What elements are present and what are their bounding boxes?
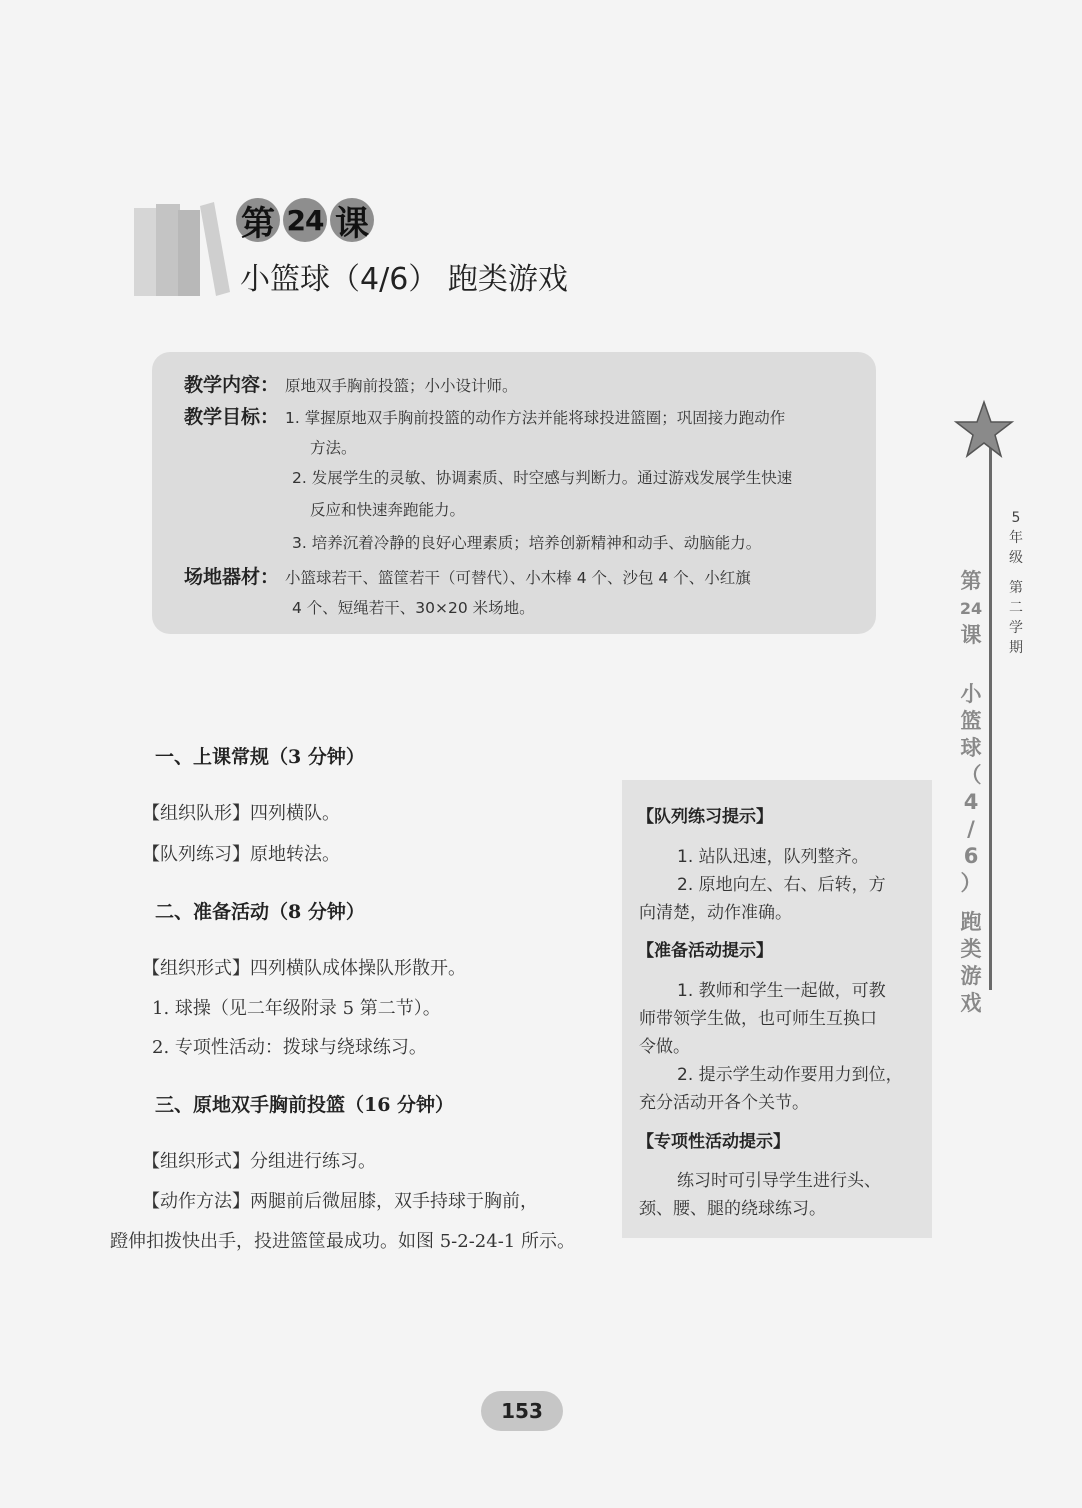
lesson-title [236, 198, 377, 242]
tip-line: 1. 教师和学生一起做，可教 [677, 981, 886, 1001]
tip-line: 师带领学生做，也可师生互换口 [639, 1009, 877, 1029]
side-grade-label: 5 年 级 第 二 学 期 [1009, 510, 1023, 656]
paragraph: 【队列练习】原地转法。 [142, 844, 340, 865]
paragraph: 【组织队形】四列横队。 [142, 803, 340, 824]
content-label: 教学内容： [184, 374, 280, 396]
side-rule [989, 440, 992, 990]
star-icon [952, 398, 1016, 462]
tip-line: 向清楚，动作准确。 [639, 903, 792, 923]
lesson-number: 24 [283, 198, 327, 242]
lesson-suffix: 课 [330, 198, 374, 242]
side-lesson-label: 第 24 课 小 篮 球 （ 4 / 6 ） 跑 类 游 戏 [959, 569, 983, 1015]
goal-line: 3. 培养沉着冷静的良好心理素质；培养创新精神和动手、动脑能力。 [292, 534, 762, 552]
page-number: 153 [481, 1391, 563, 1431]
books-icon [130, 198, 230, 298]
paragraph: 【组织形式】四列横队成体操队形散开。 [142, 958, 466, 979]
tip-line: 1. 站队迅速，队列整齐。 [677, 847, 869, 867]
goal-row [184, 402, 785, 429]
paragraph: 蹬伸扣拨快出手，投进篮筐最成功。如图 5-2-24-1 所示。 [110, 1231, 575, 1252]
equip-line: 小篮球若干、篮筐若干（可替代）、小木棒 4 个、沙包 4 个、小红旗 [285, 569, 751, 587]
goal-line: 方法。 [310, 439, 357, 457]
section-heading-3: 三、原地双手胸前投篮（16 分钟） [155, 1094, 455, 1116]
tip-heading: 【队列练习提示】 [637, 807, 773, 827]
tip-heading: 【专项性活动提示】 [637, 1132, 790, 1152]
tip-line: 2. 提示学生动作要用力到位， [677, 1065, 903, 1085]
lesson-subtitle: 小篮球（4/6） 跑类游戏 [240, 262, 568, 297]
section-heading-1: 一、上课常规（3 分钟） [155, 746, 365, 768]
tip-line: 2. 原地向左、右、后转，方 [677, 875, 886, 895]
tip-line: 颈、腰、腿的绕球练习。 [639, 1199, 826, 1219]
paragraph: 1. 球操（见二年级附录 5 第二节）。 [152, 998, 441, 1019]
lesson-prefix: 第 [236, 198, 280, 242]
content-text: 原地双手胸前投篮；小小设计师。 [285, 377, 518, 395]
equip-label: 场地器材： [184, 566, 280, 588]
goal-label: 教学目标： [184, 406, 280, 428]
tip-heading: 【准备活动提示】 [637, 941, 773, 961]
content-row [184, 370, 518, 397]
goal-line: 1. 掌握原地双手胸前投篮的动作方法并能将球投进篮圈；巩固接力跑动作 [285, 409, 786, 427]
goal-line: 反应和快速奔跑能力。 [310, 501, 466, 519]
paragraph: 2. 专项性活动：拨球与绕球练习。 [152, 1037, 427, 1058]
goal-line: 2. 发展学生的灵敏、协调素质、时空感与判断力。通过游戏发展学生快速 [292, 469, 793, 487]
equip-line: 4 个、短绳若干、30×20 米场地。 [292, 599, 535, 617]
section-heading-2: 二、准备活动（8 分钟） [155, 901, 365, 923]
tip-line: 练习时可引导学生进行头、 [677, 1171, 881, 1191]
tip-line: 充分活动开各个关节。 [639, 1093, 809, 1113]
paragraph: 【动作方法】两腿前后微屈膝，双手持球于胸前， [142, 1191, 538, 1212]
paragraph: 【组织形式】分组进行练习。 [142, 1151, 376, 1172]
equip-row [184, 562, 751, 589]
tip-line: 令做。 [639, 1037, 690, 1057]
